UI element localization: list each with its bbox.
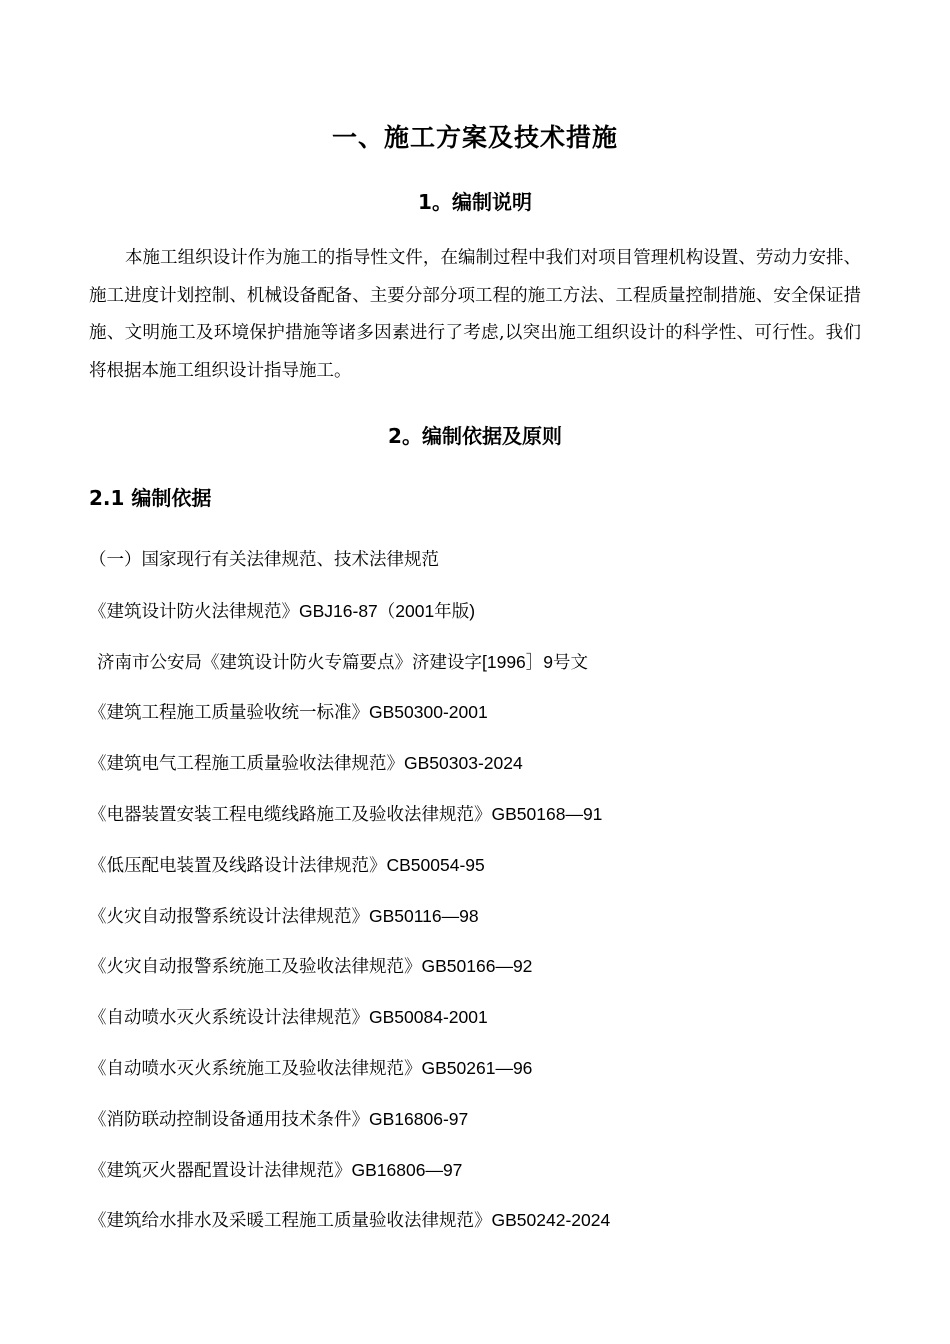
list-item: 《低压配电装置及线路设计法律规范》CB50054-95 [89, 854, 485, 875]
list-item: 《火灾自动报警系统设计法律规范》GB50116—98 [89, 905, 479, 926]
list-item: 《火灾自动报警系统施工及验收法律规范》GB50166—92 [89, 956, 533, 977]
list-item: 《建筑设计防火法律规范》GBJ16-87（2001年版) [89, 600, 476, 621]
list-item: 《自动喷水灭火系统设计法律规范》GB50084-2001 [89, 1007, 488, 1028]
list-item: 《电器装置安装工程电缆线路施工及验收法律规范》GB50168—91 [89, 803, 603, 824]
list-item: 《建筑灭火器配置设计法律规范》GB16806—97 [89, 1159, 463, 1180]
section-heading-basis-and-principles: 2。编制依据及原则 [388, 424, 562, 448]
intro-paragraph: 本施工组织设计作为施工的指导性文件，在编制过程中我们对项目管理机构设置、劳动力安排、施工进度计划控制、机械设备配备、主要分部分项工程的施工方法、工程质量控制措施、安全保证措施、文明施工及环境保护措施等诸多因素进行了考虑,以突出施工组织设计的科学性、可行性。我们将根据本施工组织设计指导施工。 [89, 248, 861, 381]
list-item: 济南市公安局《建筑设计防火专篇要点》济建设字[1996］9号文 [97, 651, 589, 672]
document-title: 一、施工方案及技术措施 [331, 123, 618, 152]
list-item: 《建筑给水排水及采暖工程施工质量验收法律规范》GB50242-2024 [89, 1210, 611, 1231]
list-item: 《自动喷水灭火系统施工及验收法律规范》GB50261—96 [89, 1057, 533, 1078]
section-heading-compilation-notes: 1。编制说明 [418, 190, 532, 214]
list-item: 《消防联动控制设备通用技术条件》GB16806-97 [89, 1108, 469, 1129]
list-item: 《建筑工程施工质量验收统一标准》GB50300-2001 [89, 702, 488, 723]
standards-list [89, 547, 869, 1258]
list-item: （一）国家现行有关法律规范、技术法律规范 [89, 550, 439, 570]
subsection-heading-basis: 2.1 编制依据 [89, 486, 212, 510]
list-item: 《建筑电气工程施工质量验收法律规范》GB50303-2024 [89, 753, 523, 774]
